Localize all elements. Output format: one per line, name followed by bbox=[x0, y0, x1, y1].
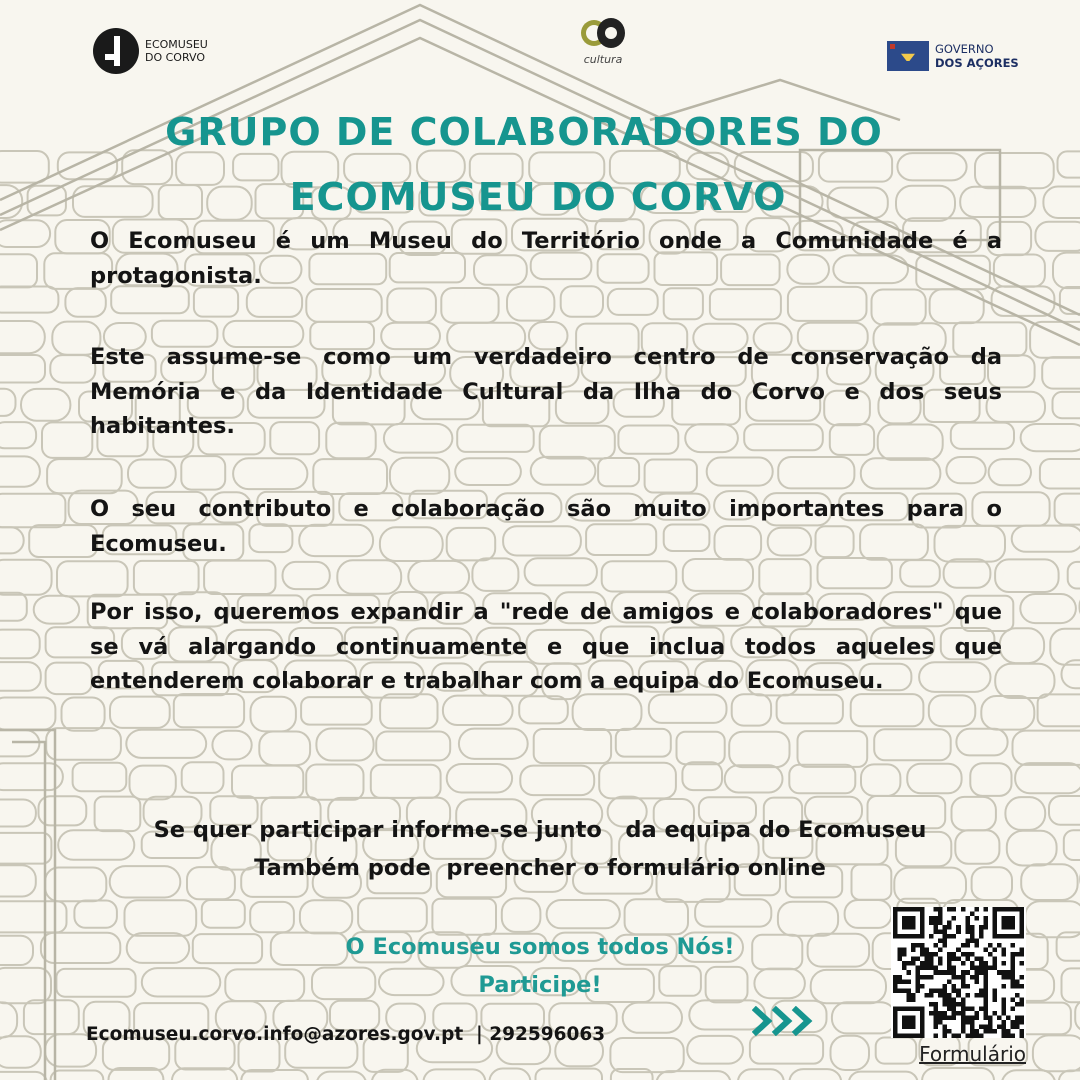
slogan-line2: Participe! bbox=[478, 972, 602, 998]
ecomuseu-logo bbox=[93, 28, 208, 74]
governo-acores-logo bbox=[887, 41, 1019, 71]
acores-flag-icon bbox=[887, 41, 929, 71]
page-title-line1: GRUPO DE COLABORADORES DO bbox=[165, 110, 883, 154]
triple-chevron-right-icon bbox=[752, 1006, 820, 1036]
governo-logo-line2: DOS AÇORES bbox=[935, 56, 1019, 70]
cultura-logo-icon bbox=[581, 18, 625, 52]
ecomuseu-logo-line2: DO CORVO bbox=[145, 51, 205, 64]
ecomuseu-logo-line1: ECOMUSEU bbox=[145, 38, 208, 51]
ecomuseu-logo-icon bbox=[93, 28, 139, 74]
form-link[interactable]: Formulário bbox=[919, 1042, 1026, 1066]
paragraph-conservation: Este assume-se como um verdadeiro centro de conservação da Memória e da Identidade Cultural da Ilha do Corvo e dos seus habitantes. bbox=[90, 344, 1002, 439]
cultura-logo-text: cultura bbox=[583, 53, 623, 66]
participate-line1: Se quer participar informe-se junto da equipa do Ecomuseu bbox=[153, 817, 927, 843]
page-title-line2: ECOMUSEU DO CORVO bbox=[289, 175, 787, 219]
participate-line2: Também pode preencher o formulário online bbox=[254, 855, 826, 881]
paragraph-contribution: O seu contributo e colaboração são muito importantes para o Ecomuseu. bbox=[90, 496, 1002, 557]
cultura-logo bbox=[578, 18, 628, 65]
qr-code-icon[interactable] bbox=[891, 907, 1026, 1038]
paragraph-network: Por isso, queremos expandir a "rede de amigos e colaboradores" que se vá alargando continuamente e que inclua todos aqueles que entenderem colaborar e trabalhar com a equipa do Ecomuseu. bbox=[90, 599, 1002, 694]
governo-logo-line1: GOVERNO bbox=[935, 42, 994, 56]
contact-info[interactable]: Ecomuseu.corvo.info@azores.gov.pt | 292596063 bbox=[86, 1024, 606, 1045]
paragraph-intro: O Ecomuseu é um Museu do Território onde a Comunidade é a protagonista. bbox=[90, 228, 1002, 289]
slogan-line1: O Ecomuseu somos todos Nós! bbox=[345, 934, 735, 960]
